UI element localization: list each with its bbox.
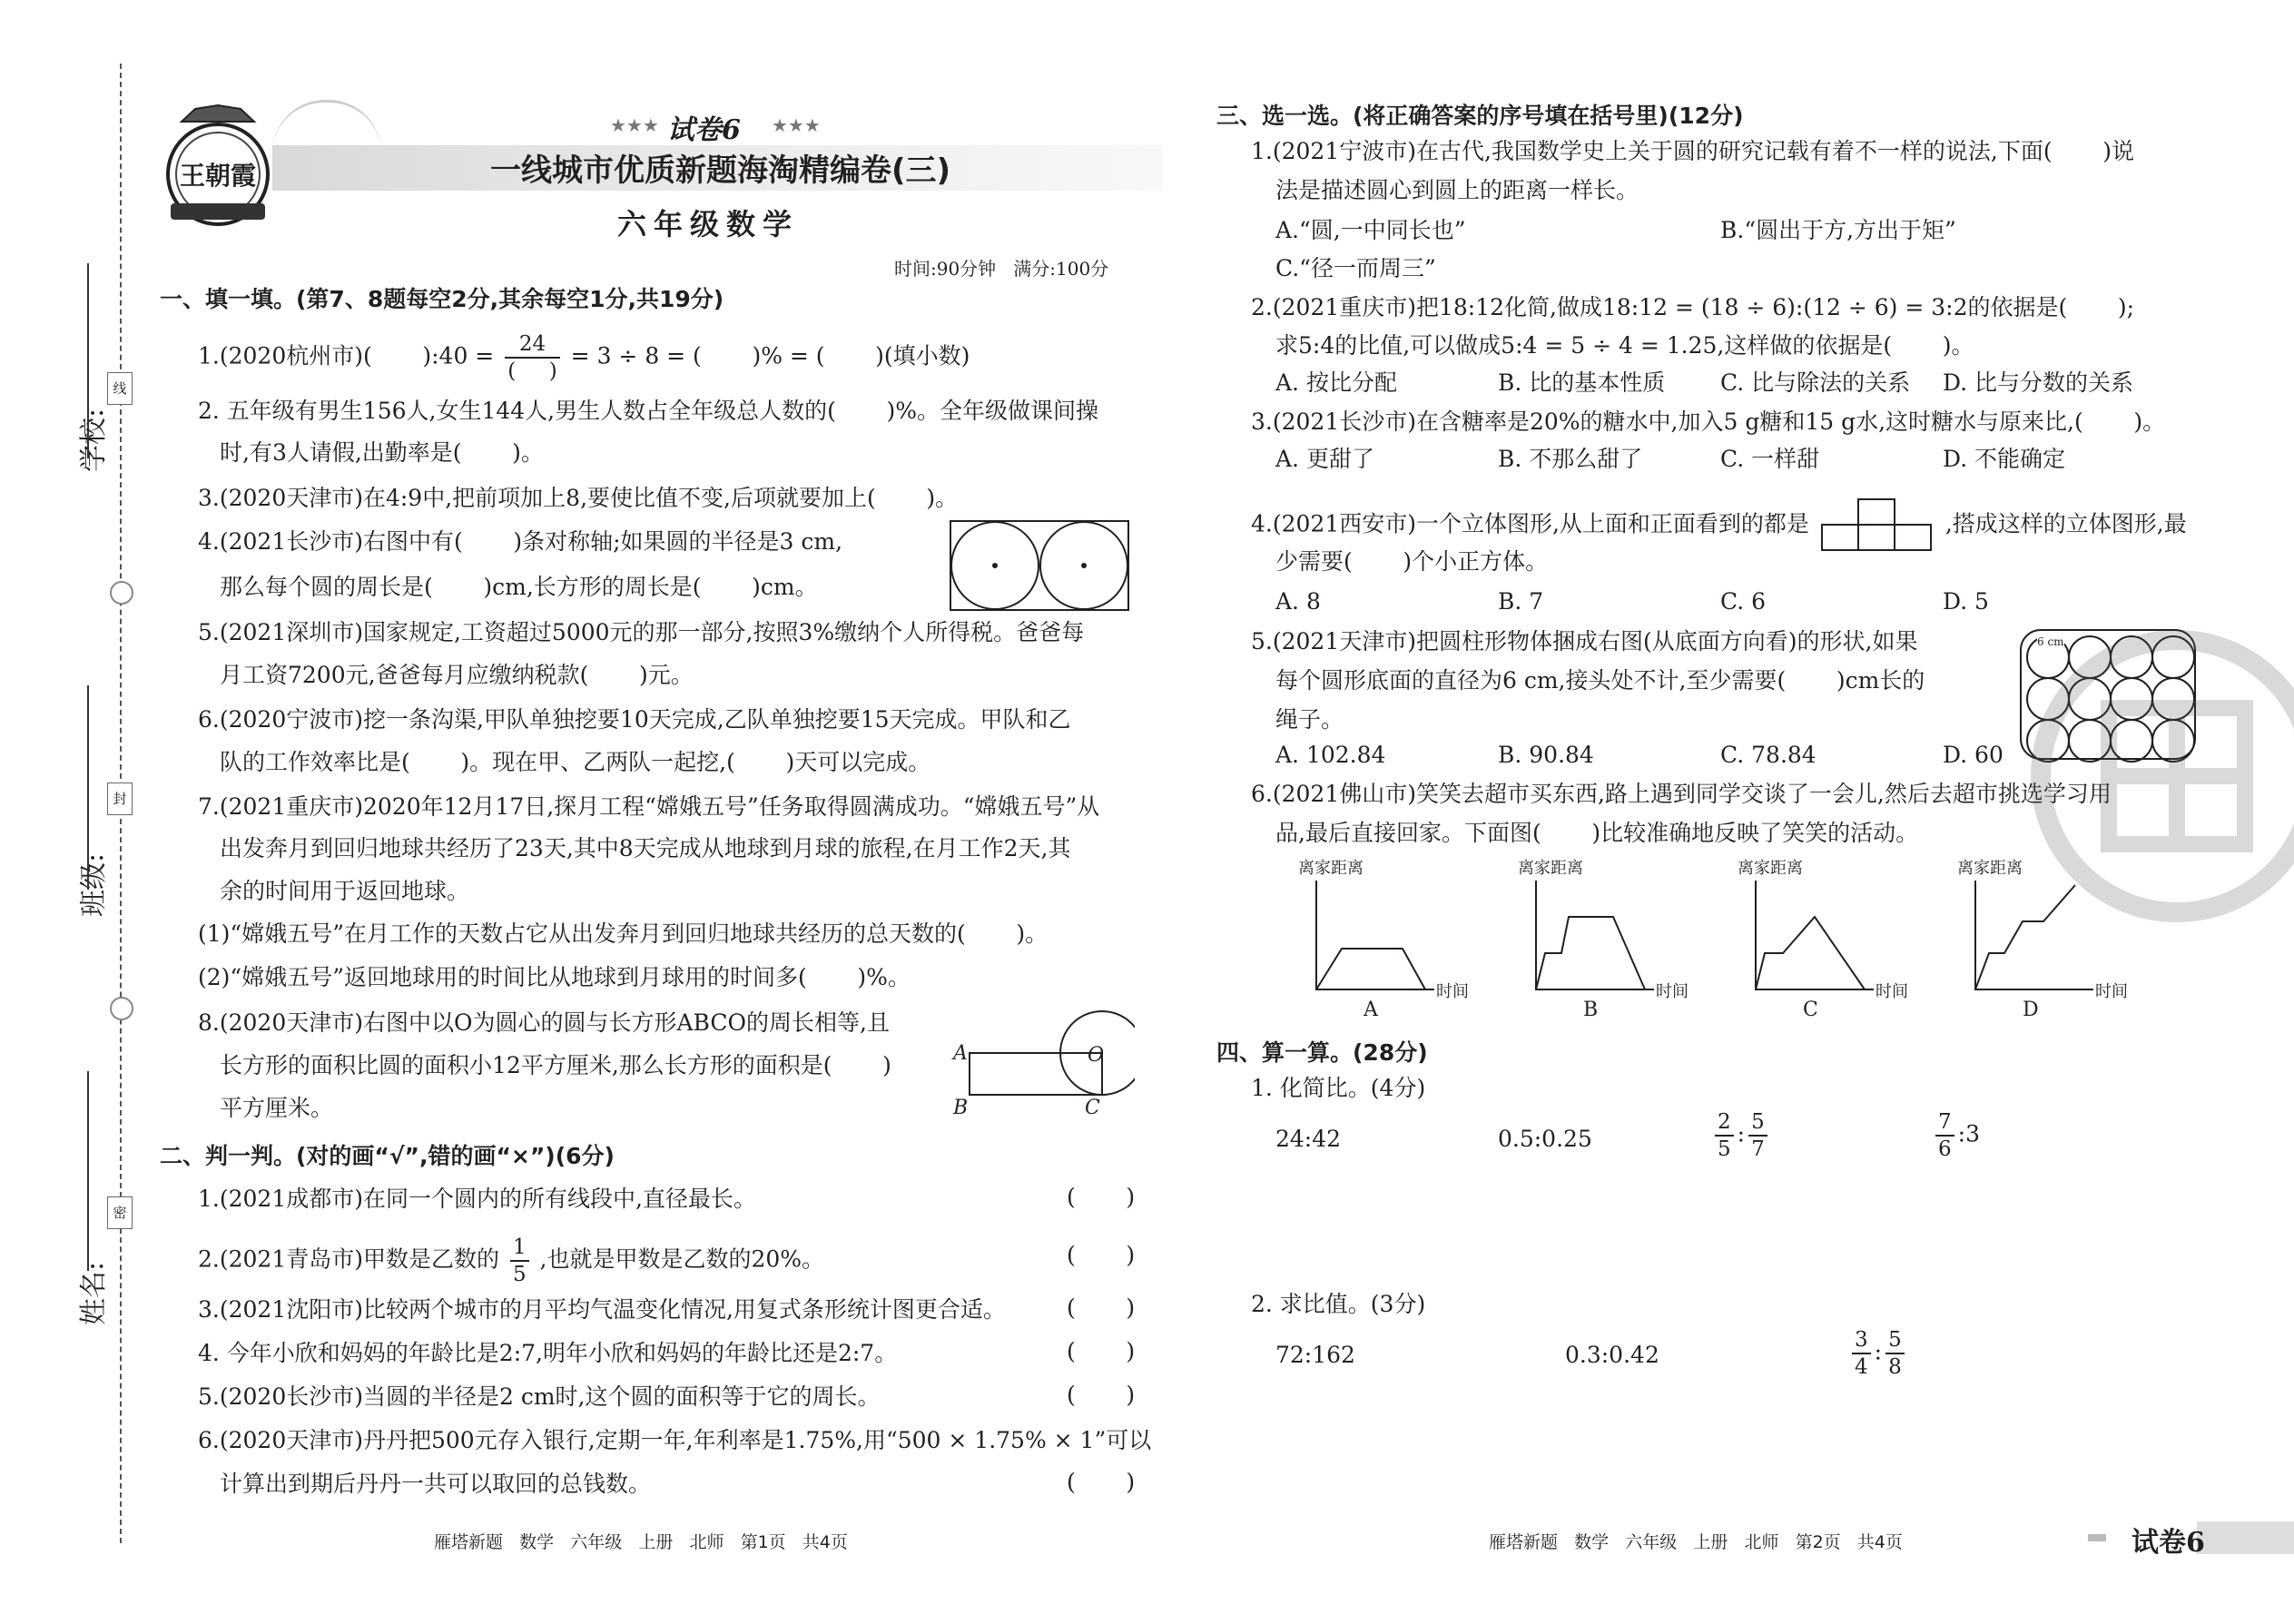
s4-p1-c-n1: 2 [1715,1109,1734,1137]
s3-q2-option-d[interactable]: D. 比与分数的关系 [1943,369,2134,396]
s2-q3-answer[interactable]: ( ) [1067,1294,1136,1321]
s3-q3-option-b[interactable]: B. 不那么甜了 [1498,446,1643,472]
s3-q4-option-a[interactable]: A. 8 [1275,588,1321,615]
badge-stars-right: ★★★ [772,114,821,136]
s3-q5-option-d[interactable]: D. 60 [1943,742,2004,768]
graph-a-xlabel: 时间 [1436,982,1469,1001]
s3-q2-line1: 2.(2021重庆市)把18:12化简,做成18:12 = (18 ÷ 6):(12 ÷ 6) = 3:2的依据是( ); [1251,294,2135,320]
s1-q2-line1: 2. 五年级有男生156人,女生144人,男生人数占全年级总人数的( )%。全年级做课间操 [198,398,1099,424]
graph-b [1518,855,1727,1019]
s2-q6-line1: 6.(2020天津市)丹丹把500元存入银行,定期一年,年利率是1.75%,用“500 × 1.75% × 1”可以 [198,1427,1152,1453]
s4-p1-title: 1. 化简比。(4分) [1251,1075,1426,1101]
fig8-label-o: O [1088,1044,1105,1067]
s1-q1-b: = 3 ÷ 8 = ( )% = ( )(填小数) [570,342,970,369]
seal-watermark [2023,626,2294,926]
section-3-title: 三、选一选。(将正确答案的序号填在括号里)(12分) [1216,103,1744,129]
fig8-label-b: B [953,1097,969,1119]
fig8-label-c: C [1085,1097,1100,1119]
s3-q4-block-figure [1820,497,1935,554]
s4-p1-d [1932,1109,1980,1162]
s1-q1-fraction [505,331,560,384]
s3-q1-option-c[interactable]: C.“径一而周三” [1275,255,1436,281]
s2-q2-num: 1 [510,1235,529,1262]
s1-q6-line1: 6.(2020宁波市)挖一条沟渠,甲队单独挖要10天完成,乙队单独挖要15天完成。甲队和乙 [198,706,1071,733]
s4-p1-d-rest: :3 [1957,1120,1980,1147]
s3-q1-option-b[interactable]: B.“圆出于方,方出于矩” [1720,217,1956,243]
binding-mark-3: 密 [107,1196,133,1229]
s1-q4-figure [949,519,1130,614]
graph-c-ylabel: 离家距离 [1738,859,1803,878]
s1-q7-sub2: (2)“嫦娥五号”返回地球用的时间比从地球到月球用的时间多( )%。 [198,964,911,990]
s3-q3: 3.(2021长沙市)在含糖率是20%的糖水中,加入5 g糖和15 g水,这时糖水与原来比,( )。 [1251,408,2166,435]
s2-q2-answer[interactable]: ( ) [1067,1242,1136,1268]
s4-p2-c-frac2 [1885,1327,1905,1380]
s1-q1-num: 24 [505,331,560,359]
binding-ornament-2 [110,997,133,1020]
s2-q1-answer[interactable]: ( ) [1067,1184,1136,1210]
s1-q5-line1: 5.(2021深圳市)国家规定,工资超过5000元的那一部分,按照3%缴纳个人所得税。爸爸每 [198,619,1085,645]
page-title: 一线城市优质新题海淘精编卷(三) [490,153,951,189]
s4-p2-c [1848,1327,1908,1380]
header-ribbon [272,100,381,153]
s1-q8-line1: 8.(2020天津市)右图中以O为圆心的圆与长方形ABCO的周长相等,且 [198,1009,890,1036]
s2-q2-b: ,也就是甲数是乙数的20%。 [539,1245,825,1273]
s4-p1-b: 0.5:0.25 [1498,1126,1592,1152]
s1-q5-line2: 月工资7200元,爸爸每月应缴纳税款( )元。 [220,662,694,688]
s4-p1-c-n2: 5 [1748,1109,1767,1137]
graph-c [1738,855,1946,1019]
graph-a-letter: A [1364,999,1378,1021]
s2-q2-fraction [510,1235,529,1287]
s2-q4-answer[interactable]: ( ) [1067,1338,1136,1364]
s3-q4-text-b: ,搭成这样的立体图形,最 [1944,510,2187,537]
footer-tag-bar [2197,1521,2294,1554]
s4-p1-a: 24:42 [1275,1126,1342,1152]
s1-q3: 3.(2020天津市)在4:9中,把前项加上8,要使比值不变,后项就要加上( )。 [198,485,959,511]
s3-q4-option-d[interactable]: D. 5 [1943,588,1989,615]
s3-q4-option-b[interactable]: B. 7 [1498,588,1544,615]
graph-d-letter: D [2023,999,2039,1021]
name-label: 姓名: [78,1261,110,1325]
s4-p2-b: 0.3:0.42 [1565,1342,1659,1368]
s3-q5-line2: 每个圆形底面的直径为6 cm,接头处不计,至少需要( )cm长的 [1275,667,1925,694]
s3-q2-option-b[interactable]: B. 比的基本性质 [1498,369,1666,396]
logo-text: 王朝霞 [179,161,256,191]
s1-q1-den: ( ) [507,359,557,383]
footer-left: 雁塔新题 数学 六年级 上册 北师 第1页 共4页 [434,1532,848,1552]
section-2-title: 二、判一判。(对的画“√”,错的画“×”)(6分) [160,1143,615,1169]
s2-q6-answer[interactable]: ( ) [1067,1469,1136,1495]
s1-q8-figure [953,1008,1135,1126]
binding-mark-1: 线 [107,372,133,405]
s3-q2-option-a[interactable]: A. 按比分配 [1275,369,1397,396]
name-field[interactable] [87,1071,89,1271]
s4-p1-c [1711,1109,1771,1162]
s4-p1-c-colon: : [1737,1120,1746,1147]
s1-q7-line1: 7.(2021重庆市)2020年12月17日,探月工程“嫦娥五号”任务取得圆满成功。“嫦娥五号”从 [198,793,1100,820]
graph-c-xlabel: 时间 [1876,982,1908,1001]
school-label: 学校: [78,408,110,472]
s4-p2-c-n1: 3 [1852,1327,1871,1354]
graph-b-ylabel: 离家距离 [1518,859,1583,878]
s1-q2-line2: 时,有3人请假,出勤率是( )。 [220,439,544,466]
s3-q6-line2: 品,最后直接回家。下面图( )比较准确地反映了笑笑的活动。 [1275,820,1919,846]
graph-d-ylabel: 离家距离 [1957,859,2023,878]
s1-q6-line2: 队的工作效率比是( )。现在甲、乙两队一起挖,( )天可以完成。 [220,749,931,775]
section-1-title: 一、填一填。(第7、8题每空2分,其余每空1分,共19分) [160,286,724,312]
s3-q2-option-c[interactable]: C. 比与除法的关系 [1720,369,1911,396]
s3-q5-option-c[interactable]: C. 78.84 [1720,742,1816,768]
s4-p2-c-d1: 4 [1855,1355,1868,1379]
s1-q1 [198,331,970,384]
s3-q1-line1: 1.(2021宁波市)在古代,我国数学史上关于圆的研究记载有着不一样的说法,下面( )说 [1251,138,2135,164]
s3-q1-line2: 法是描述圆心到圆上的距离一样长。 [1275,177,1639,203]
graph-d-xlabel: 时间 [2095,982,2128,1001]
logo [154,102,281,229]
s3-q4-option-c[interactable]: C. 6 [1720,588,1767,615]
s1-q7-line3: 余的时间用于返回地球。 [220,878,470,904]
footer-tag: 试卷6 [2132,1527,2205,1559]
s4-p1-d-frac [1935,1109,1954,1162]
s2-q4: 4. 今年小欣和妈妈的年龄比是2:7,明年小欣和妈妈的年龄比还是2:7。 [198,1340,898,1366]
s3-q3-option-a[interactable]: A. 更甜了 [1275,446,1374,472]
s2-q2-a: 2.(2021青岛市)甲数是乙数的 [198,1245,499,1273]
s3-q4-text-a: 4.(2021西安市)一个立体图形,从上面和正面看到的都是 [1251,510,1809,537]
graph-a [1298,855,1507,1019]
s3-q3-option-d[interactable]: D. 不能确定 [1943,446,2066,472]
s2-q2-den: 5 [512,1263,527,1286]
s3-q4-line2: 少需要( )个小正方体。 [1275,548,1549,575]
graph-b-letter: B [1583,999,1599,1021]
s3-q5-option-a[interactable]: A. 102.84 [1275,742,1386,768]
s3-q1-option-a[interactable]: A.“圆,一中同长也” [1275,217,1466,243]
graph-a-ylabel: 离家距离 [1298,859,1364,878]
s2-q2 [198,1235,824,1287]
header-badge: 试卷6 [667,114,741,146]
s4-p2-c-colon: : [1874,1338,1883,1365]
s2-q3: 3.(2021沈阳市)比较两个城市的月平均气温变化情况,用复式条形统计图更合适。 [198,1296,1006,1323]
s3-q5-line3: 绳子。 [1275,706,1344,733]
binding-ornament-1 [110,581,133,605]
badge-stars-left: ★★★ [610,114,659,136]
s4-p1-d-n: 7 [1935,1109,1954,1137]
s4-p1-c-frac2 [1748,1109,1767,1162]
s4-p2-title: 2. 求比值。(3分) [1251,1291,1426,1317]
s1-q7-sub1: (1)“嫦娥五号”在月工作的天数占它从出发奔月到回归地球共经历的总天数的( )。 [198,920,1049,947]
footer-right: 雁塔新题 数学 六年级 上册 北师 第2页 共4页 [1489,1532,1903,1552]
s2-q5: 5.(2020长沙市)当圆的半径是2 cm时,这个圆的面积等于它的周长。 [198,1383,881,1410]
s2-q1: 1.(2021成都市)在同一个圆内的所有线段中,直径最长。 [198,1186,756,1212]
s3-q5-figure-label: 6 cm [2037,635,2064,648]
s2-q6-line2: 计算出到期后丹丹一共可以取回的总钱数。 [220,1471,652,1497]
graph-b-xlabel: 时间 [1656,982,1689,1001]
s4-p2-c-frac1 [1852,1327,1871,1380]
class-field[interactable] [87,685,89,890]
section-4-title: 四、算一算。(28分) [1216,1039,1428,1066]
s3-q3-option-c[interactable]: C. 一样甜 [1720,446,1820,472]
s3-q2-line2: 求5:4的比值,可以做成5:4 = 5 ÷ 4 = 1.25,这样做的依据是( )。 [1275,332,1974,359]
page-subtitle: 六年级数学 [617,207,800,241]
s1-q4-line1: 4.(2021长沙市)右图中有( )条对称轴;如果圆的半径是3 cm, [198,528,843,555]
s1-q4-line2: 那么每个圆的周长是( )cm,长方形的周长是( )cm。 [220,574,818,600]
s1-q1-a: 1.(2020杭州市)( ):40 = [198,342,495,369]
s3-q5-option-b[interactable]: B. 90.84 [1498,742,1594,768]
footer-tag-dots [2088,1534,2106,1541]
s1-q8-line3: 平方厘米。 [220,1095,334,1121]
s4-p2-c-d2: 8 [1888,1355,1902,1379]
s4-p1-d-d: 6 [1938,1137,1952,1161]
s3-q6-line1: 6.(2021佛山市)笑笑去超市买东西,路上遇到同学交谈了一会儿,然后去超市挑选学习用 [1251,781,2112,807]
exam-meta: 时间:90分钟 满分:100分 [894,258,1109,280]
school-field[interactable] [87,263,89,458]
s3-q5-line1: 5.(2021天津市)把圆柱形物体捆成右图(从底面方向看)的形状,如果 [1251,628,1918,655]
fig8-label-a: A [953,1042,968,1065]
s4-p2-c-n2: 5 [1885,1327,1905,1354]
s4-p1-c-frac1 [1715,1109,1734,1162]
s1-q7-line2: 出发奔月到回归地球共经历了23天,其中8天完成从地球到月球的旅程,在月工作2天,其 [220,835,1071,861]
binding-mark-2: 封 [107,782,133,815]
s4-p1-c-d2: 7 [1751,1137,1765,1161]
s4-p1-c-d1: 5 [1718,1137,1731,1161]
s4-p2-a: 72:162 [1275,1342,1355,1368]
graph-c-letter: C [1803,999,1818,1021]
s3-q4-line1 [1251,497,2187,554]
s1-q8-line2: 长方形的面积比圆的面积小12平方厘米,那么长方形的面积是( ) [220,1052,891,1078]
s2-q5-answer[interactable]: ( ) [1067,1382,1136,1408]
class-label: 班级: [78,852,110,917]
